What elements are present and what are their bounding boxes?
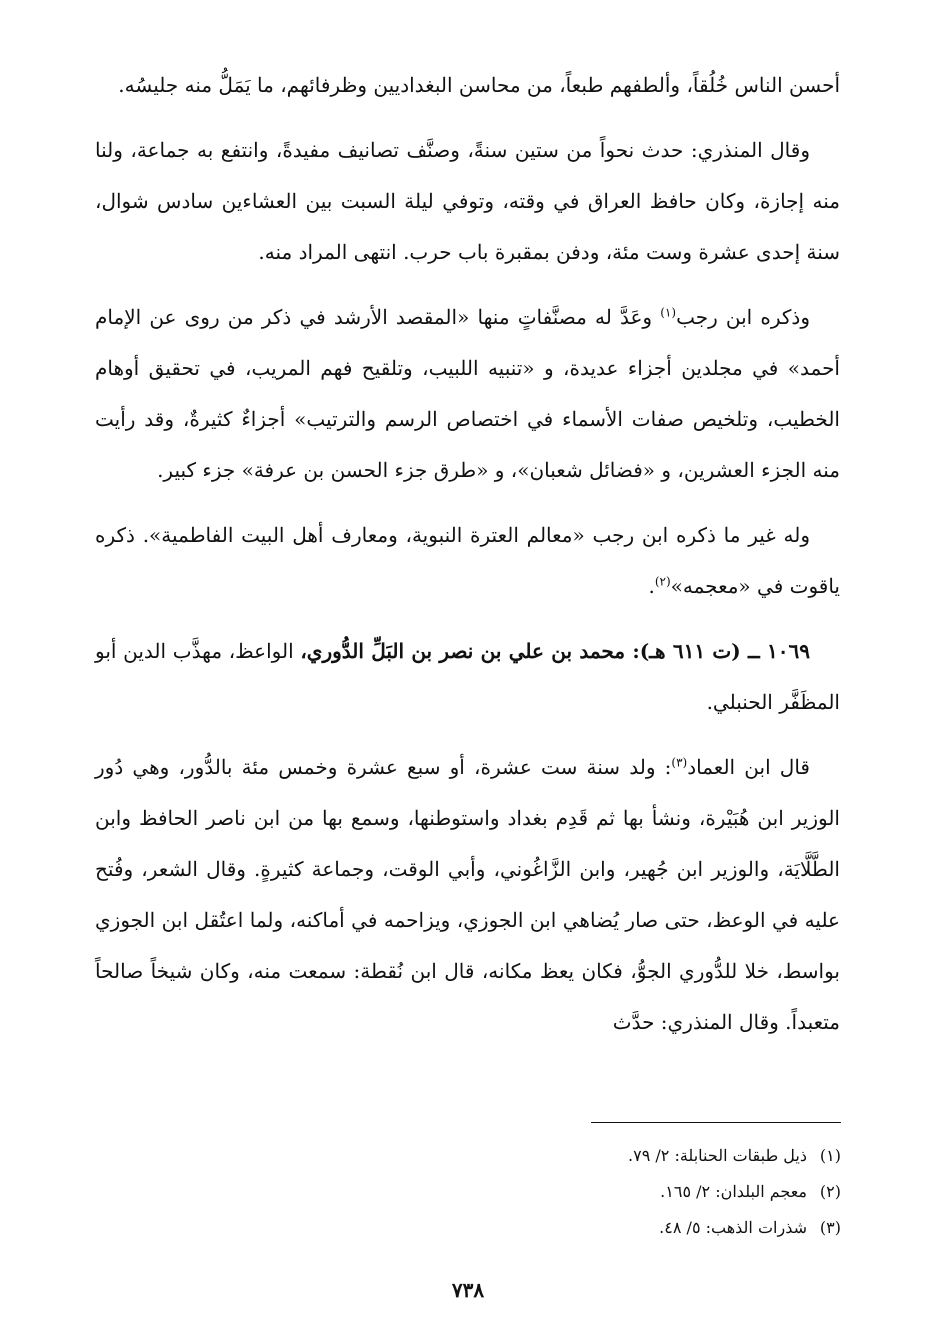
paragraph-1 — [95, 60, 840, 111]
footnote-number: (١) — [819, 1146, 841, 1165]
footnote-ref-3[interactable]: (٣) — [671, 755, 688, 770]
footnote-text: شذرات الذهب: ٥/ ٤٨. — [659, 1218, 807, 1237]
page-number: ٧٣٨ — [451, 1278, 485, 1302]
footnote-3 — [96, 1210, 841, 1246]
paragraph-6-text-b: : ولد سنة ست عشرة، أو سبع عشرة وخمس مئة بالدُّور، وهي دُور الوزير ابن هُبَيْرة، ونشأ بها ثم قَدِم بغداد واستوطنها، وسمع بها من ابن ناصر الحافظ وابن الطَّلَّايَة، والوزير ابن جُهير، وابن الزَّاغُوني، وأبي الوقت، وجماعة كثيرةٍ. وقال الشعر، وفُتح عليه في الوعظ، حتى صار يُضاهي ابن الجوزي، ويزاحمه في أماكنه، ولما اعتُقل ابن الجوزي بواسط، خلا للدُّوري الجوُّ، فكان يعظ مكانه، قال ابن نُقطة: سمعت منه، وكان شيخاً صالحاً متعبداً. وقال المنذري: حدَّث — [95, 755, 840, 1034]
paragraph-6 — [95, 742, 840, 1048]
paragraph-4-text-a: وله غير ما ذكره ابن رجب «معالم العترة النبوية، ومعارف أهل البيت الفاطمية». ذكره ياقوت في «معجمه» — [95, 523, 840, 598]
footnote-text: معجم البلدان: ٢/ ١٦٥. — [660, 1182, 807, 1201]
entry-heading-rest: الواعظ، مهذَّب الدين أبو المظَفَّر الحنبلي. — [95, 639, 840, 714]
footnote-ref-2[interactable]: (٢) — [654, 574, 671, 589]
paragraph-3-text-b: وعَدَّ له مصنَّفاتٍ منها «المقصد الأرشد في ذكر من روى عن الإمام أحمد» في مجلدين أجزاء عديدة، و «تنبيه اللبيب، وتلقيح فهم المريب، في تحقيق أوهام الخطيب، وتلخيص صفات الأسماء في اختصاص الرسم والترتيب» أجزاءٌ كثيرةٌ، وقد رأيت منه الجزء العشرين، و «فضائل شعبان»، و «طرق جزء الحسن بن عرفة» جزء كبير. — [95, 305, 840, 482]
footnote-number: (٣) — [819, 1218, 841, 1237]
paragraph-6-text-a: قال ابن العماد — [687, 755, 810, 779]
footnote-number: (٢) — [819, 1182, 841, 1201]
entry-heading-1069 — [95, 626, 840, 728]
footnote-2 — [96, 1174, 841, 1210]
footnote-1 — [96, 1138, 841, 1174]
footnote-separator — [591, 1122, 841, 1123]
entry-heading-bold: ١٠٦٩ ــ (ت ٦١١ هـ): محمد بن علي بن نصر بن البَلِّ الدُّوري، — [300, 639, 810, 663]
footnote-ref-1[interactable]: (١) — [660, 305, 677, 320]
paragraph-2 — [95, 125, 840, 278]
paragraph-4 — [95, 510, 840, 612]
paragraph-1-text: أحسن الناس خُلُقاً، وألطفهم طبعاً، من محاسن البغداديين وظرفائهم، ما يَمَلُّ منه جليسُه. — [118, 73, 840, 97]
footnotes-list — [96, 1138, 841, 1246]
paragraph-2-text: وقال المنذري: حدث نحواً من ستين سنةً، وصنَّف تصانيف مفيدةً، وانتفع به جماعة، ولنا منه إجازة، وكان حافظ العراق في وقته، وتوفي ليلة السبت بين العشاءين سادس شوال، سنة إحدى عشرة وست مئة، ودفن بمقبرة باب حرب. انتهى المراد منه. — [95, 138, 840, 264]
page-body — [95, 60, 840, 1062]
footnote-text: ذيل طبقات الحنابلة: ٢/ ٧٩. — [628, 1146, 807, 1165]
paragraph-3-text-a: وذكره ابن رجب — [676, 305, 810, 329]
paragraph-3 — [95, 292, 840, 496]
paragraph-4-text-b: . — [648, 574, 655, 598]
